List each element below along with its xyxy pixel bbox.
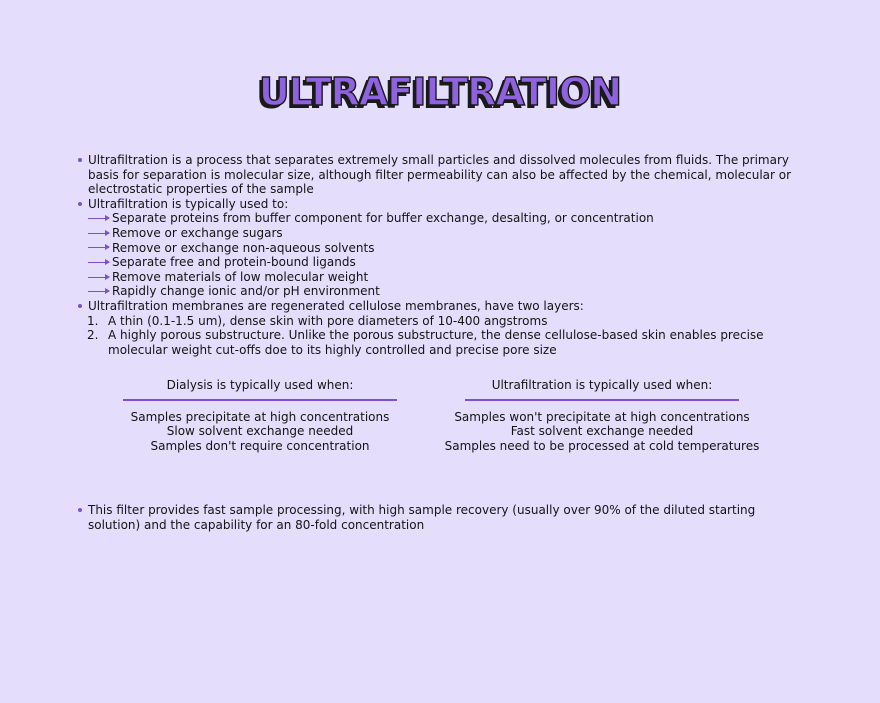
use-item: Separate proteins from buffer component for buffer exchange, desalting, or concentration	[78, 211, 798, 226]
footer-note-block	[78, 503, 798, 532]
layer-item: 2. A highly porous substructure. Unlike the porous substructure, the dense cellulose-based skin enables precise molecular weight cut-offs doe to its highly controlled and precise pore size	[87, 328, 764, 357]
layer-item: 1. A thin (0.1-1.5 um), dense skin with pore diameters of 10-400 angstroms	[87, 313, 548, 328]
bullet-uses-intro: Ultrafiltration is typically used to:	[78, 197, 798, 212]
dialysis-item: Samples precipitate at high concentrations	[130, 409, 390, 424]
dialysis-heading: Dialysis is typically used when:	[166, 378, 354, 392]
ultrafiltration-item: Samples won't precipitate at high concentrations	[454, 409, 750, 424]
use-item: Remove or exchange non-aqueous solvents	[78, 241, 798, 256]
use-item: Separate free and protein-bound ligands	[78, 255, 798, 270]
dialysis-item: Samples don't require concentration	[150, 438, 370, 453]
bullet-definition: Ultrafiltration is a process that separates extremely small particles and dissolved molecules from fluids. The primary basis for separation is molecular size, although filter permeability can also be affected by the chemical, molecular or electrostatic properties of the sample	[78, 153, 798, 197]
bullet-footer: This filter provides fast sample processing, with high sample recovery (usually over 90% of the diluted starting solution) and the capability for an 80-fold concentration	[78, 503, 798, 532]
ultrafiltration-item: Samples need to be processed at cold temperatures	[444, 438, 760, 453]
ultrafiltration-item: Fast solvent exchange needed	[510, 424, 694, 439]
dialysis-item: Slow solvent exchange needed	[166, 424, 354, 439]
page-title: ULTRAFILTRATION	[258, 70, 622, 114]
use-item: Remove or exchange sugars	[78, 226, 798, 241]
use-item: Remove materials of low molecular weight	[78, 270, 798, 285]
main-content	[78, 153, 798, 357]
arrow-icon	[88, 277, 109, 278]
arrow-icon	[88, 233, 109, 234]
ultrafiltration-column	[442, 378, 762, 453]
divider	[123, 399, 397, 401]
arrow-icon	[88, 291, 109, 292]
arrow-icon	[88, 247, 109, 248]
arrow-icon	[88, 218, 109, 219]
ultrafiltration-heading: Ultrafiltration is typically used when:	[491, 378, 713, 392]
dialysis-column	[120, 378, 400, 453]
divider	[465, 399, 739, 401]
arrow-icon	[88, 262, 109, 263]
use-item: Rapidly change ionic and/or pH environment	[78, 284, 798, 299]
bullet-membranes: Ultrafiltration membranes are regenerated cellulose membranes, have two layers:	[78, 299, 798, 314]
